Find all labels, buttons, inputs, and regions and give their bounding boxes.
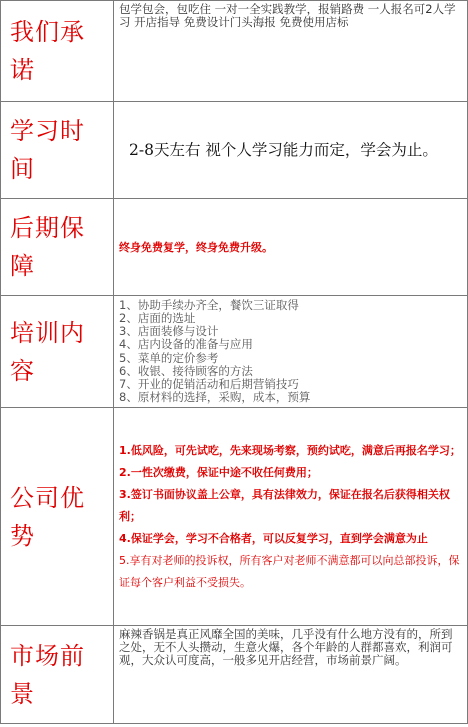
row-duration	[1, 102, 468, 199]
plan-item: 1、协助手续办齐全，餐饮三证取得	[119, 297, 299, 312]
content-duration: 2-8天左右 视个人学习能力而定，学会为止。	[129, 141, 438, 159]
row-promise	[1, 1, 468, 102]
content-guarantee: 终身免费复学，终身免费升级。	[119, 240, 273, 254]
advantage-item: 4.保证学会，学习不合格者，可以反复学习，直到学会满意为止	[119, 531, 428, 545]
plan-item: 3、店面装修与设计	[119, 324, 219, 339]
label-content: 培训内容	[1, 296, 114, 408]
label-advantage: 公司优势	[1, 408, 114, 626]
plan-item: 2、店面的选址	[119, 310, 196, 325]
plan-item: 4、店内设备的准备与应用	[119, 337, 253, 352]
row-advantage	[1, 408, 468, 626]
label-market: 市场前景	[1, 626, 114, 724]
plan-item: 6、收银、接待顾客的方法	[119, 363, 253, 378]
label-promise: 我们承诺	[1, 1, 114, 102]
content-duration-cell	[114, 102, 468, 199]
advantage-item: 1.低风险，可先试吃，先来现场考察，预约试吃，满意后再报名学习；	[119, 443, 461, 457]
advantage-item: 5.享有对老师的投诉权，所有客户对老师不满意都可以向总部投诉，保证每个客户利益不受损失。	[119, 553, 460, 589]
content-guarantee-cell	[114, 199, 468, 296]
plan-item: 5、菜单的定价参考	[119, 350, 219, 365]
plan-item: 7、开业的促销活动和后期营销技巧	[119, 376, 299, 391]
advantage-item: 2.一性次缴费，保证中途不收任何费用；	[119, 465, 318, 479]
content-plan	[114, 296, 468, 408]
advantage-item: 3.签订书面协议盖上公章，具有法律效力，保证在报名后获得相关权利；	[119, 487, 450, 523]
row-content	[1, 296, 468, 408]
row-market	[1, 626, 468, 724]
content-promise: 包学包会，包吃住 一对一全实践教学，报销路费 一人报名可2人学习 开店指导 免费设计门头海报 免费使用店标	[114, 1, 468, 102]
content-market: 麻辣香锅是真正风靡全国的美味，几乎没有什么地方没有的，所到之处，无不人头攒动，生意火爆，各个年龄的人群都喜欢，利润可观，大众认可度高，一般多见开店经营，市场前景广阔。	[114, 626, 468, 724]
label-guarantee: 后期保障	[1, 199, 114, 296]
content-advantage	[114, 408, 468, 626]
row-guarantee	[1, 199, 468, 296]
plan-item: 8、原材料的选择，采购，成本，预算	[119, 390, 311, 405]
label-duration: 学习时间	[1, 102, 114, 199]
